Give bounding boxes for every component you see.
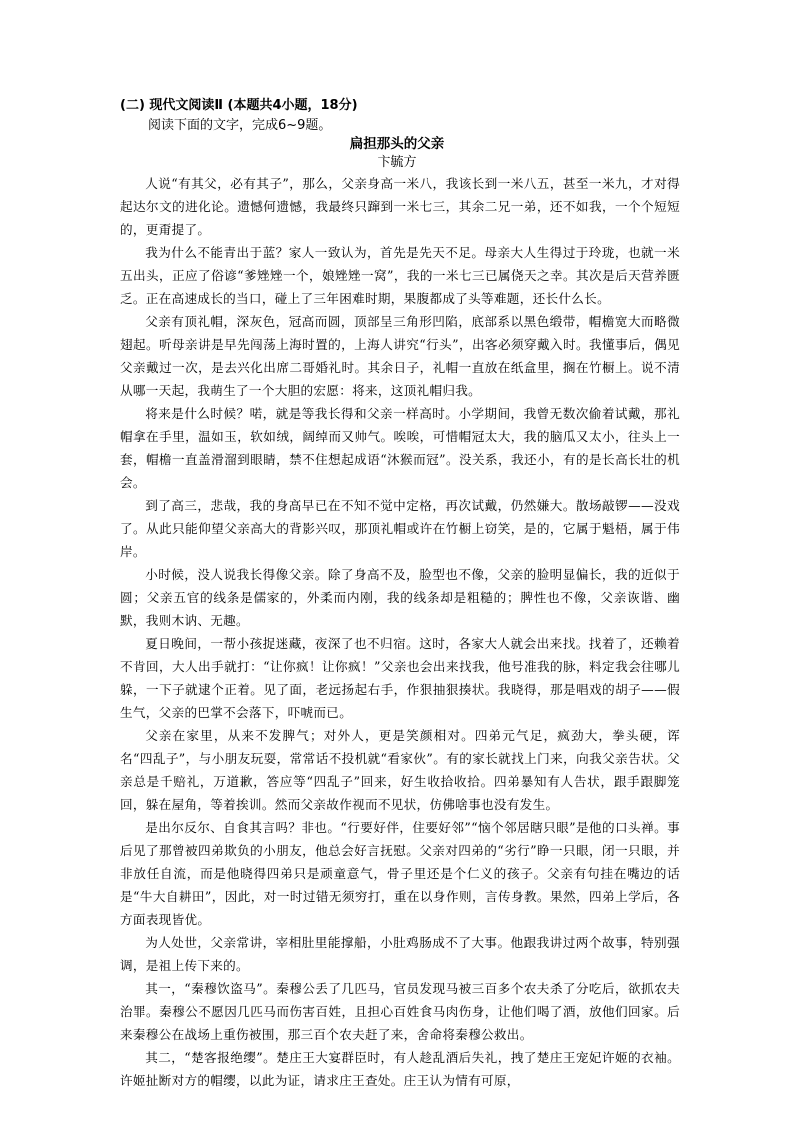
paragraph: 将来是什么时候？喏，就是等我长得和父亲一样高时。小学期间，我曾无数次偷着试戴，那礼帽拿在手里，温如玉，软如绒，阔绰而又帅气。唉唉，可惜帽冠太大，我的脑瓜又太小，往头上一套，帽檐一直盖滑溜到眼睛，禁不住想起成语“沐猴而冠”。没关系，我还小，有的是长高长壮的机会。 [120,406,680,490]
paragraph: 夏日晚间，一帮小孩捉迷藏，夜深了也不归宿。这时，各家大人就会出来找。找着了，还赖着不肯回，大人出手就打：“让你疯！让你疯！”父亲也会出来找我，他号准我的脉，料定我会往哪儿躲，一下子就逮个正着。见了面，老远扬起右手，作狠抽狠揍状。我晓得，那是唱戏的胡子——假生气，父亲的巴掌不会落下，吓唬而已。 [120,636,680,720]
article-title: 扁担那头的父亲 [349,136,445,152]
paragraph: 到了高三，悲哉，我的身高早已在不知不觉中定格，再次试戴，仍然嫌大。散场敲锣——没戏了。从此只能仰望父亲高大的背影兴叹，那顶礼帽或许在竹橱上窃笑，是的，它属于魁梧，属于伟岸。 [120,498,680,559]
section-heading: (二) 现代文阅读Ⅱ (本题共4小题，18分) [120,98,358,113]
paragraph: 父亲有顶礼帽，深灰色，冠高而圆，顶部呈三角形凹陷，底部系以黑色缎带，帽檐宽大而略微翅起。听母亲讲是早先闯荡上海时置的，上海人讲究“行头”，出客必须穿戴入时。我懂事后，偶见父亲戴过一次，是去兴化出席二哥婚礼时。其余日子，礼帽一直放在纸盒里，搁在竹橱上。说不清从哪一天起，我萌生了一个大胆的宏愿：将来，这顶礼帽归我。 [120,314,680,398]
article-body [120,172,680,1092]
paragraph: 人说“有其父，必有其子”，那么，父亲身高一米八，我该长到一米八五，甚至一米九，才对得起达尔文的进化论。遗憾何遗憾，我最终只蹿到一米七三，其余二兄一弟，还不如我，一个个短短的，更甭提了。 [120,176,680,237]
paragraph: 我为什么不能青出于蓝？家人一致认为，首先是先天不足。母亲大人生得过于玲珑，也就一米五出头，正应了俗谚“爹矬矬一个，娘矬矬一窝”，我的一米七三已属侥天之幸。其次是后天营养匮乏。正在高速成长的当口，碰上了三年困难时期，果腹都成了头等难题，还长什么长。 [120,245,680,306]
paragraph: 其二，“楚客报绝缨”。楚庄王大宴群臣时，有人趁乱酒后失礼，拽了楚庄王宠妃许姬的衣袖。许姬扯断对方的帽缨，以此为证，请求庄王查处。庄王认为情有可原， [120,1050,680,1088]
paragraph: 是出尔反尔、自食其言吗？非也。“行要好伴，住要好邻”“恼个邻居瞎只眼”是他的口头禅。事后见了那曾被四弟欺负的小朋友，他总会好言抚慰。父亲对四弟的“劣行”睁一只眼，闭一只眼，并非放任自流，而是他晓得四弟只是顽童意气，骨子里还是个仁义的孩子。父亲有句挂在嘴边的话是“牛大自耕田”，因此，对一时过错无须穷打，重在以身作则，言传身教。果然，四弟上学后，各方面表现皆优。 [120,820,680,927]
article-author: 卞毓方 [377,155,417,170]
paragraph: 其一，“秦穆饮盗马”。秦穆公丢了几匹马，官员发现马被三百多个农夫杀了分吃后，欲抓农夫治罪。秦穆公不愿因几匹马而伤害百姓，且担心百姓食马肉伤身，让他们喝了酒，放他们回家。后来秦穆公在战场上重伤被围，那三百个农夫赶了来，舍命将秦穆公救出。 [120,981,680,1042]
paragraph: 小时候，没人说我长得像父亲。除了身高不及，脸型也不像，父亲的脸明显偏长，我的近似于圆；父亲五官的线条是儒家的，外柔而内刚，我的线条却是粗糙的；脾性也不像，父亲诙谐、幽默，我则木讷、无趣。 [120,567,680,628]
instruction-text: 阅读下面的文字，完成6~9题。 [148,118,332,133]
paragraph: 为人处世，父亲常讲，宰相肚里能撑船，小肚鸡肠成不了大事。他跟我讲过两个故事，特别强调，是祖上传下来的。 [120,935,680,973]
paragraph: 父亲在家里，从来不发脾气；对外人，更是笑颜相对。四弟元气足，疯劲大，拳头硬，诨名“四乱子”，与小朋友玩耍，常常话不投机就“看家伙”。有的家长就找上门来，向我父亲告状。父亲总是千赔礼，万道歉，答应等“四乱子”回来，好生收拾收拾。四弟暴知有人告状，跟手跟脚笼回，躲在屋角，等着挨训。然而父亲故作视而不见状，仿佛啥事也没有发生。 [120,728,680,812]
